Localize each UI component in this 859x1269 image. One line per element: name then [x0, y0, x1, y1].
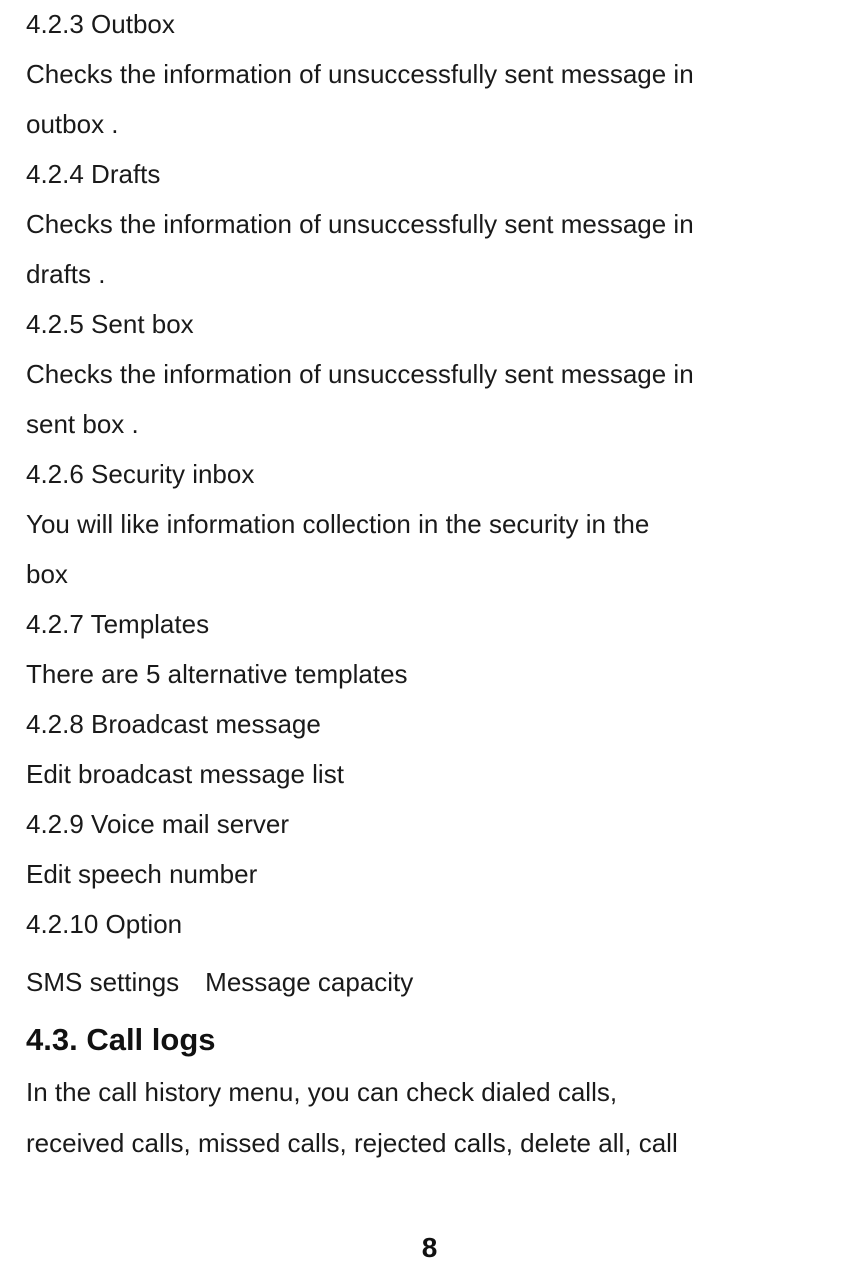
subsection-heading-option: 4.2.10 Option: [26, 909, 183, 939]
subsection-heading-security-inbox: 4.2.6 Security inbox: [26, 459, 255, 489]
option-item-sms-settings: SMS settings: [26, 967, 180, 997]
subsection-heading-templates: 4.2.7 Templates: [26, 609, 210, 639]
option-item-message-capacity: Message capacity: [205, 967, 414, 997]
paragraph-line: Checks the information of unsuccessfully sent message in: [26, 209, 694, 239]
paragraph-line: You will like information collection in the security in the: [26, 509, 650, 539]
paragraph-line: Edit broadcast message list: [26, 759, 344, 789]
paragraph-line: Checks the information of unsuccessfully sent message in: [26, 359, 694, 389]
subsection-heading-voice-mail: 4.2.9 Voice mail server: [26, 809, 290, 839]
paragraph-line: outbox .: [26, 109, 119, 139]
subsection-heading-broadcast: 4.2.8 Broadcast message: [26, 709, 321, 739]
paragraph-line: received calls, missed calls, rejected calls, delete all, call: [26, 1128, 678, 1158]
option-items-line: [26, 967, 413, 997]
section-heading-call-logs: 4.3. Call logs: [26, 1022, 216, 1057]
paragraph-line: There are 5 alternative templates: [26, 659, 408, 689]
paragraph-line: box: [26, 559, 68, 589]
subsection-heading-drafts: 4.2.4 Drafts: [26, 159, 161, 189]
page-number: 8: [421, 1232, 438, 1263]
paragraph-line: Edit speech number: [26, 859, 258, 889]
paragraph-line: sent box .: [26, 409, 139, 439]
paragraph-line: Checks the information of unsuccessfully sent message in: [26, 59, 694, 89]
paragraph-line: drafts .: [26, 259, 106, 289]
subsection-heading-sent-box: 4.2.5 Sent box: [26, 309, 194, 339]
subsection-heading-outbox: 4.2.3 Outbox: [26, 9, 175, 39]
paragraph-line: In the call history menu, you can check dialed calls,: [26, 1077, 618, 1107]
